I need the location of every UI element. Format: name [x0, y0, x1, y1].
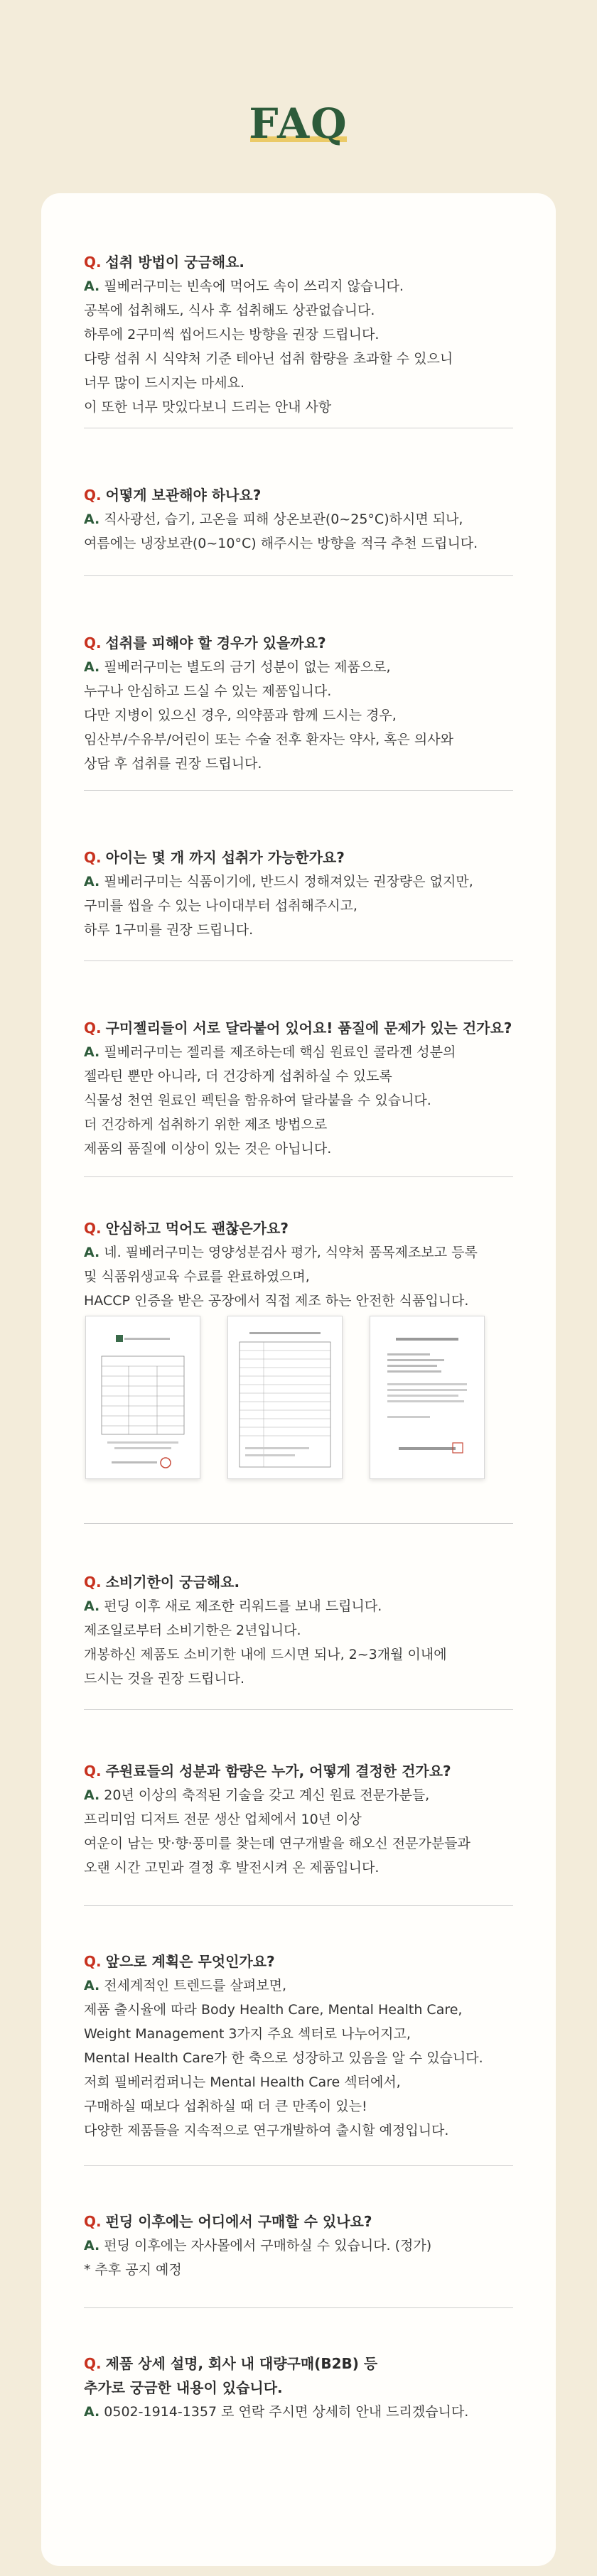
faq-question: Q. 섭취 방법이 궁금해요.	[84, 254, 245, 271]
faq-question: Q. 구미젤리들이 서로 달라붙어 있어요! 품질에 문제가 있는 건가요?	[84, 1019, 512, 1037]
a-marker: A.	[84, 1044, 100, 1060]
certificate-hygiene-education	[370, 1316, 485, 1479]
faq-answer: A. 필베러구미는 젤리를 제조하는데 핵심 원료인 콜라겐 성분의 젤라틴 뿐만 아니라, 더 건강하게 섭취하실 수 있도록 식물성 천연 원료인 펙틴을 함유하여 달라붙을 수 있습니다. 더 건강하게 섭취하기 위한 제조 방법으로 제품의 품질에 이상이 있는 것은 아닙니다.	[84, 1044, 456, 1157]
faq-answer: A. 네. 필베러구미는 영양성분검사 평가, 식약처 품목제조보고 등록 및 식품위생교육 수료를 완료하였으며, HACCP 인증을 받은 공장에서 직접 제조 하는 안전한 식품입니다.	[84, 1245, 478, 1309]
certificate-test-report	[85, 1316, 200, 1479]
faq-answer: A. 필베러구미는 식품이기에, 반드시 정해져있는 권장량은 없지만, 구미를 씹을 수 있는 나이대부터 섭취해주시고, 하루 1구미를 권장 드립니다.	[84, 874, 473, 938]
faq-answer: A. 필베러구미는 빈속에 먹어도 속이 쓰리지 않습니다. 공복에 섭취해도, 식사 후 섭취해도 상관없습니다. 하루에 2구미씩 씹어드시는 방향을 권장 드립니다. 다량 섭취 시 식약처 기준 테아닌 섭취 함량을 초과할 수 있으니 너무 많이 드시지는 마세요. 이 또한 너무 맛있다보니 드리는 안내 사항	[84, 278, 453, 415]
faq-item-storage	[84, 483, 513, 556]
faq-question: Q. 어떻게 보관해야 하나요?	[84, 487, 262, 504]
faq-question: Q. 소비기한이 궁금해요.	[84, 1574, 240, 1591]
divider	[84, 1905, 513, 1906]
q-marker: Q.	[84, 2213, 102, 2230]
faq-item-purchase	[84, 2209, 513, 2282]
faq-question: Q. 섭취를 피해야 할 경우가 있을까요?	[84, 634, 326, 651]
faq-question: Q. 주원료들의 성분과 함량은 누가, 어떻게 결정한 건가요?	[84, 1763, 451, 1780]
faq-item-contact	[84, 2352, 513, 2424]
divider	[84, 1176, 513, 1177]
faq-answer: A. 펀딩 이후에는 자사몰에서 구매하실 수 있습니다. (정가) * 추후 공지 예정	[84, 2238, 432, 2278]
faq-item-children	[84, 845, 513, 942]
a-marker: A.	[84, 2404, 100, 2420]
certificate-gallery	[85, 1316, 483, 1479]
q-marker: Q.	[84, 1220, 102, 1237]
a-marker: A.	[84, 659, 100, 675]
a-marker: A.	[84, 1787, 100, 1803]
divider	[84, 1523, 513, 1524]
q-marker: Q.	[84, 487, 102, 504]
a-marker: A.	[84, 874, 100, 889]
q-marker: Q.	[84, 1763, 102, 1780]
divider	[84, 575, 513, 576]
a-marker: A.	[84, 512, 100, 527]
divider	[84, 1709, 513, 1710]
a-marker: A.	[84, 2238, 100, 2253]
a-marker: A.	[84, 1245, 100, 1260]
faq-item-plans	[84, 1949, 513, 2143]
faq-question: Q. 제품 상세 설명, 회사 내 대량구매(B2B) 등 추가로 궁금한 내용이 있습니다.	[84, 2355, 378, 2396]
faq-question: Q. 아이는 몇 개 까지 섭취가 가능한가요?	[84, 849, 345, 866]
a-marker: A.	[84, 278, 100, 294]
faq-item-intake	[84, 250, 513, 419]
q-marker: Q.	[84, 1574, 102, 1591]
divider	[84, 2165, 513, 2166]
faq-item-sticking	[84, 1016, 513, 1161]
q-marker: Q.	[84, 634, 102, 651]
faq-answer: A. 직사광선, 습기, 고온을 피해 상온보관(0~25°C)하시면 되나, 여름에는 냉장보관(0~10°C) 해주시는 방향을 적극 추천 드립니다.	[84, 512, 478, 551]
faq-answer: A. 필베러구미는 별도의 금기 성분이 없는 제품으로, 누구나 안심하고 드실 수 있는 제품입니다. 다만 지병이 있으신 경우, 의약품과 함께 드시는 경우, 임산부/수유부/어린이 또는 수술 전후 환자는 약사, 혹은 의사와 상담 후 섭취를 권장 드립니다.	[84, 659, 453, 772]
faq-item-ingredients	[84, 1759, 513, 1880]
faq-answer: A. 0502-1914-1357 로 연락 주시면 상세히 안내 드리겠습니다.	[84, 2404, 469, 2420]
divider	[84, 960, 513, 961]
a-marker: A.	[84, 1598, 100, 1614]
page-title: FAQ	[0, 99, 597, 148]
faq-question: Q. 펀딩 이후에는 어디에서 구매할 수 있나요?	[84, 2213, 372, 2230]
a-marker: A.	[84, 1978, 100, 1993]
faq-item-avoid	[84, 631, 513, 776]
faq-answer: A. 전세계적인 트렌드를 살펴보면, 제품 출시율에 따라 Body Health Care, Mental Health Care, Weight Management 3가지 주요 섹터로 나누어지고, Mental Health Care가 한 축으로 성장하고 있음을 알 수 있습니다. 저희 필베러컴퍼니는 Mental Health Care 섹터에서, 구매하실 때보다 섭취하실 때 더 큰 만족이 있는! 다양한 제품들을 지속적으로 연구개발하여 출시할 예정입니다.	[84, 1978, 483, 2138]
q-marker: Q.	[84, 1019, 102, 1037]
faq-item-expiry	[84, 1570, 513, 1691]
divider	[84, 2307, 513, 2308]
q-marker: Q.	[84, 849, 102, 866]
divider	[84, 790, 513, 791]
q-marker: Q.	[84, 254, 102, 271]
certificate-product-report	[227, 1316, 343, 1479]
faq-answer: A. 20년 이상의 축적된 기술을 갖고 계신 원료 전문가분들, 프리미엄 디저트 전문 생산 업체에서 10년 이상 여운이 남는 맛·향·풍미를 찾는데 연구개발을 해오신 전문가분들과 오랜 시간 고민과 결정 후 발전시켜 온 제품입니다.	[84, 1787, 470, 1876]
q-marker: Q.	[84, 2355, 102, 2372]
faq-item-safety	[84, 1216, 513, 1313]
faq-answer: A. 펀딩 이후 새로 제조한 리워드를 보내 드립니다. 제조일로부터 소비기한은 2년입니다. 개봉하신 제품도 소비기한 내에 드시면 되나, 2~3개월 이내에 드시는 것을 권장 드립니다.	[84, 1598, 447, 1687]
q-marker: Q.	[84, 1953, 102, 1970]
faq-question: Q. 안심하고 먹어도 괜찮은가요?	[84, 1220, 289, 1237]
faq-question: Q. 앞으로 계획은 무엇인가요?	[84, 1953, 275, 1970]
